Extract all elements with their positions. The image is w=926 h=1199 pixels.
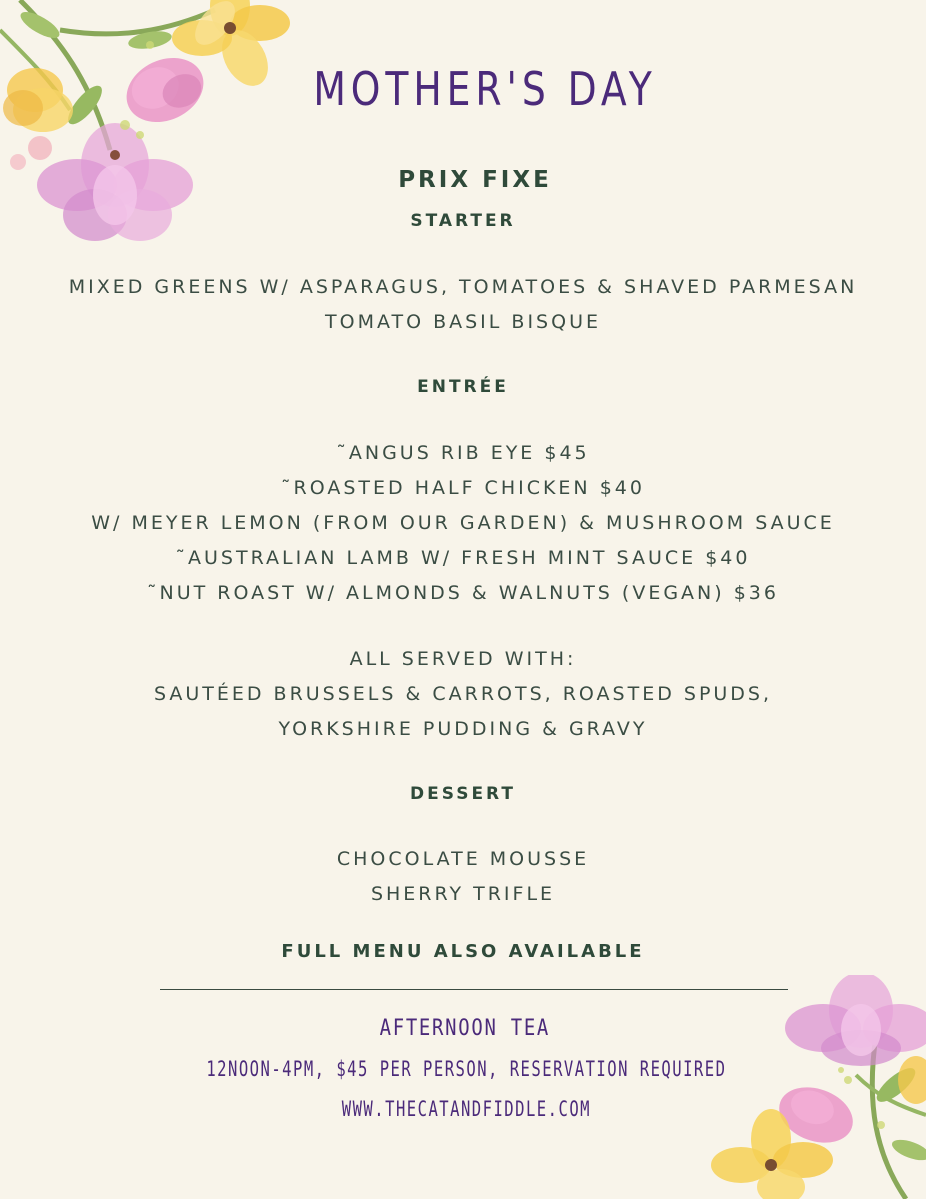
served-with-label: ALL SERVED WITH: (349, 648, 577, 670)
entree-item-note: W/ MEYER LEMON (FROM OUR GARDEN) & MUSHROOM SAUCE (91, 512, 835, 534)
served-with-item: YORKSHIRE PUDDING & GRAVY (278, 718, 648, 740)
prix-fixe-heading: PRIX FIXE (398, 167, 552, 193)
entree-item: ˜AUSTRALIAN LAMB W/ FRESH MINT SAUCE $40 (175, 547, 751, 569)
dessert-heading: DESSERT (410, 784, 516, 804)
starter-heading: STARTER (410, 211, 516, 231)
floral-decoration-bottom-right (676, 975, 926, 1199)
entree-heading: ENTRÉE (417, 377, 509, 397)
afternoon-tea-details: 12NOON-4PM, $45 PER PERSON, RESERVATION REQUIRED (206, 1057, 727, 1081)
dessert-item: SHERRY TRIFLE (370, 883, 556, 905)
starter-item: TOMATO BASIL BISQUE (325, 311, 601, 333)
full-menu-note: FULL MENU ALSO AVAILABLE (281, 941, 645, 962)
website-link[interactable]: WWW.THECATANDFIDDLE.COM (341, 1097, 591, 1121)
title-container (0, 62, 926, 132)
dessert-item: CHOCOLATE MOUSSE (336, 848, 590, 870)
entree-item: ˜ANGUS RIB EYE $45 (336, 442, 590, 464)
entree-item: ˜ROASTED HALF CHICKEN $40 (281, 477, 645, 499)
entree-item: ˜NUT ROAST W/ ALMONDS & WALNUTS (VEGAN) $36 (147, 582, 779, 604)
page-title: MOTHER'S DAY (313, 62, 657, 116)
served-with-item: SAUTÉED BRUSSELS & CARROTS, ROASTED SPUDS, (153, 683, 773, 705)
starter-item: MIXED GREENS W/ ASPARAGUS, TOMATOES & SHAVED PARMESAN (68, 276, 858, 298)
afternoon-tea-heading: AFTERNOON TEA (379, 1016, 551, 1041)
section-divider (160, 989, 788, 990)
